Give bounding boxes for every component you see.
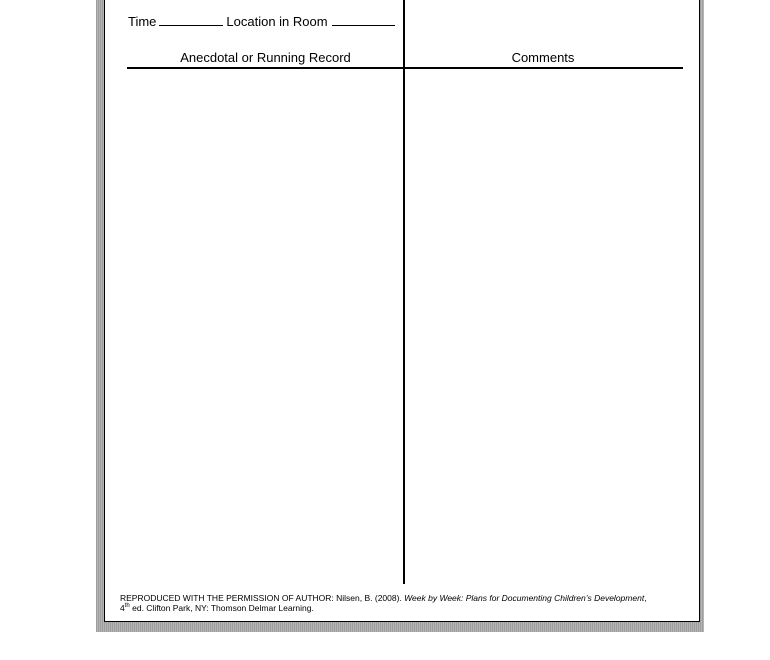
citation-footer — [120, 593, 690, 613]
edition-number: 4 — [120, 603, 125, 613]
time-blank-line — [159, 13, 223, 26]
time-location-row — [128, 13, 395, 29]
location-label: Location in Room — [226, 14, 328, 29]
time-label: Time — [128, 14, 157, 29]
publication-info: ed. Clifton Park, NY: Thomson Delmar Learning. — [129, 603, 314, 613]
book-title: Week by Week: Plans for Documenting Children’s Development — [404, 593, 645, 603]
header-rule — [127, 67, 683, 69]
anecdotal-record-header: Anecdotal or Running Record — [180, 50, 351, 65]
column-divider — [403, 0, 405, 584]
comments-header: Comments — [511, 50, 575, 65]
location-blank-line — [332, 13, 395, 26]
edition-ordinal: th — [124, 603, 130, 609]
observation-form-page — [104, 0, 700, 622]
citation-prefix: REPRODUCED WITH THE PERMISSION OF AUTHOR: Nilsen, B. (2008). — [120, 593, 405, 603]
title-suffix: , — [644, 593, 647, 603]
